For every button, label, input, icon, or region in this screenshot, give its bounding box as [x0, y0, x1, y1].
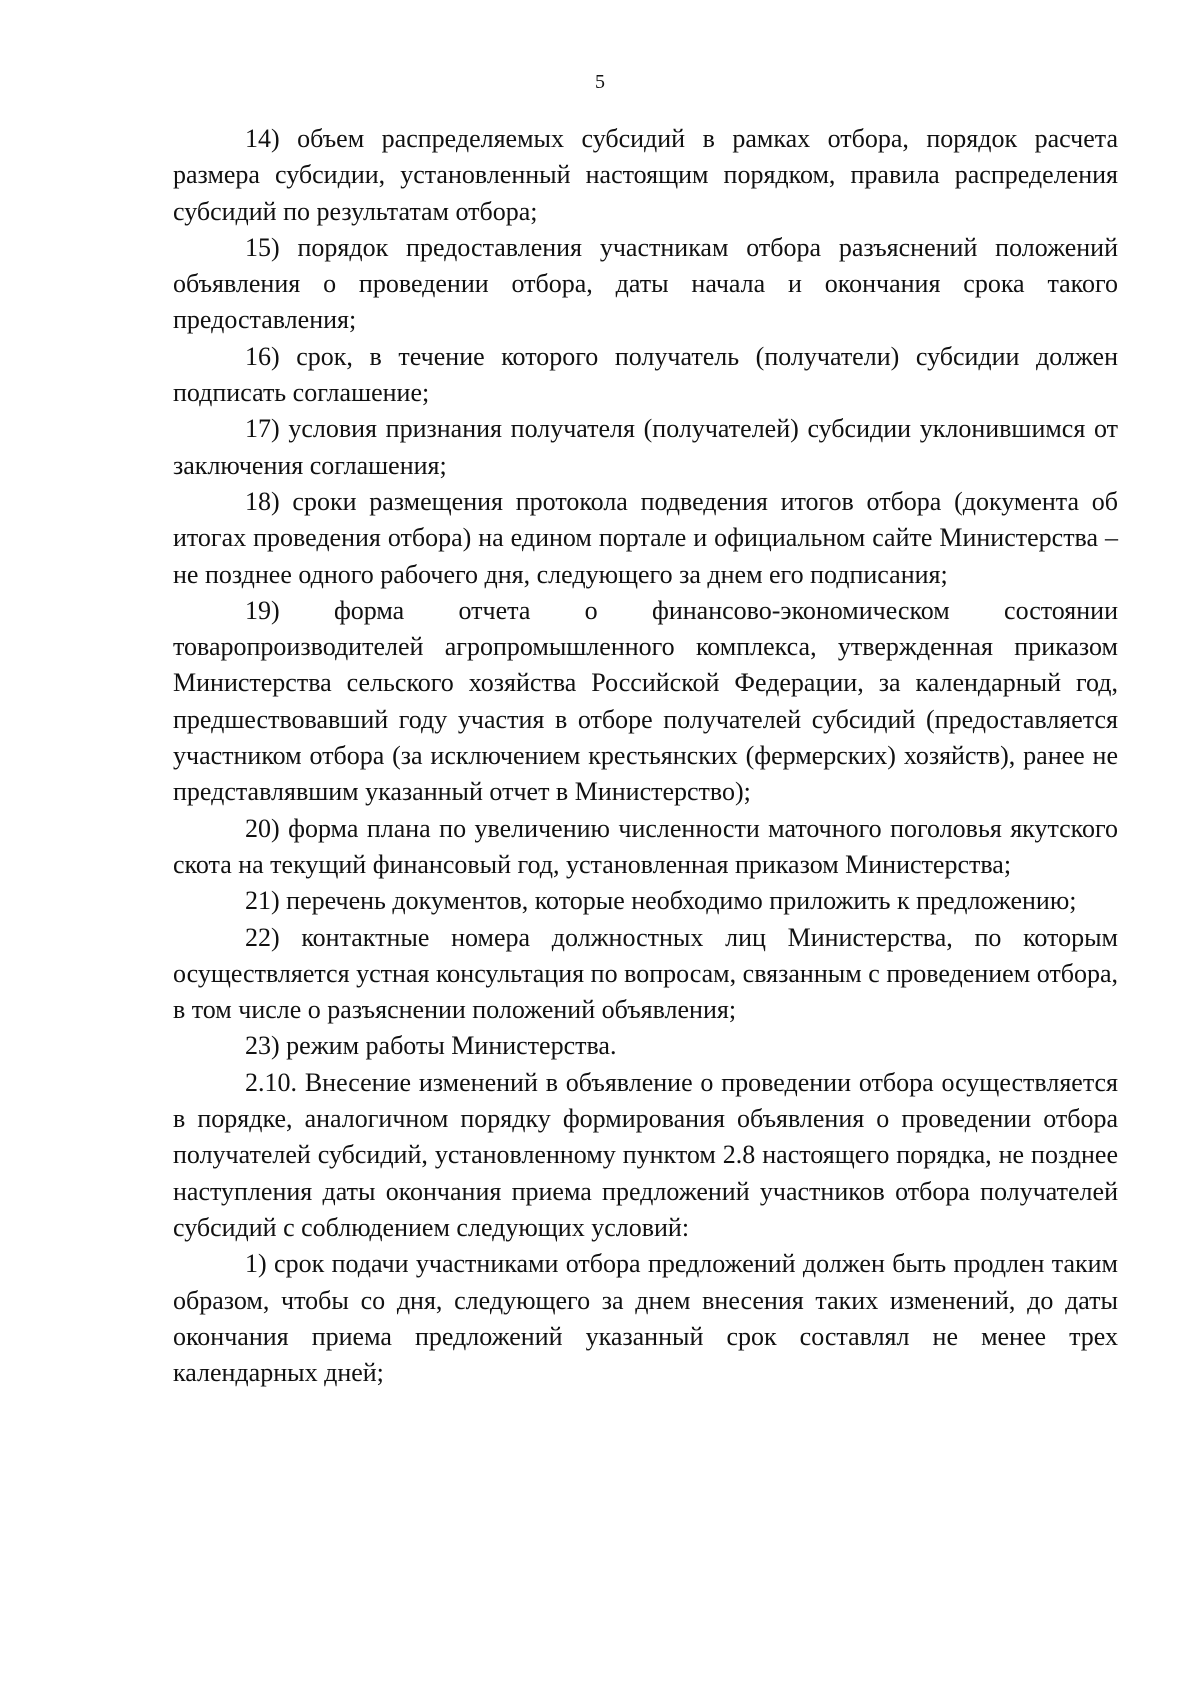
clause-18: 18) сроки размещения протокола подведения итогов отбора (документа об итогах проведения отбора) на едином портале и официальном сайте Министерства – не позднее одного рабочего дня, следующего за днем его подписания;: [173, 486, 1118, 589]
condition-1: 1) срок подачи участниками отбора предложений должен быть продлен таким образом, чтобы со дня, следующего за днем внесения таких изменений, до даты окончания приема предложений указанный срок составлял не менее трех календарных дней;: [173, 1249, 1118, 1388]
page-number: 5: [595, 71, 605, 93]
clause-23: 23) режим работы Министерства.: [245, 1031, 617, 1061]
clause-17: 17) условия признания получателя (получателей) субсидии уклонившимся от заключения соглашения;: [173, 414, 1118, 480]
clause-14: 14) объем распределяемых субсидий в рамках отбора, порядок расчета размера субсидии, установленный настоящим порядком, правила распределения субсидий по результатам отбора;: [173, 124, 1118, 226]
clause-21: 21) перечень документов, которые необходимо приложить к предложению;: [245, 886, 1077, 916]
document-body: [173, 121, 1118, 1391]
clause-20: 20) форма плана по увеличению численности маточного поголовья якутского скота на текущий финансовый год, установленная приказом Министерства;: [173, 813, 1118, 879]
clause-22: 22) контактные номера должностных лиц Министерства, по которым осуществляется устная консультация по вопросам, связанным с проведением отбора, в том числе о разъяснении положений объявления;: [173, 922, 1118, 1025]
section-2-10: 2.10. Внесение изменений в объявление о проведении отбора осуществляется в порядке, аналогичном порядку формирования объявления о проведении отбора получателей субсидий, установленному пунктом 2.8 настоящего порядка, не позднее наступления даты окончания приема предложений участников отбора получателей субсидий с соблюдением следующих условий:: [173, 1067, 1118, 1242]
clause-15: 15) порядок предоставления участникам отбора разъяснений положений объявления о проведении отбора, даты начала и окончания срока такого предоставления;: [173, 232, 1118, 335]
clause-16: 16) срок, в течение которого получатель (получатели) субсидии должен подписать соглашение;: [173, 341, 1118, 408]
clause-19: 19) форма отчета о финансово-экономическом состоянии товаропроизводителей агропромышленного комплекса, утвержденная приказом Министерства сельского хозяйства Российской Федерации, за календарный год, предшествовавший году участия в отборе получателей субсидий (предоставляется участником отбора (за исключением крестьянских (фермерских) хозяйств), ранее не представлявшим указанный отчет в Министерство);: [173, 595, 1118, 807]
